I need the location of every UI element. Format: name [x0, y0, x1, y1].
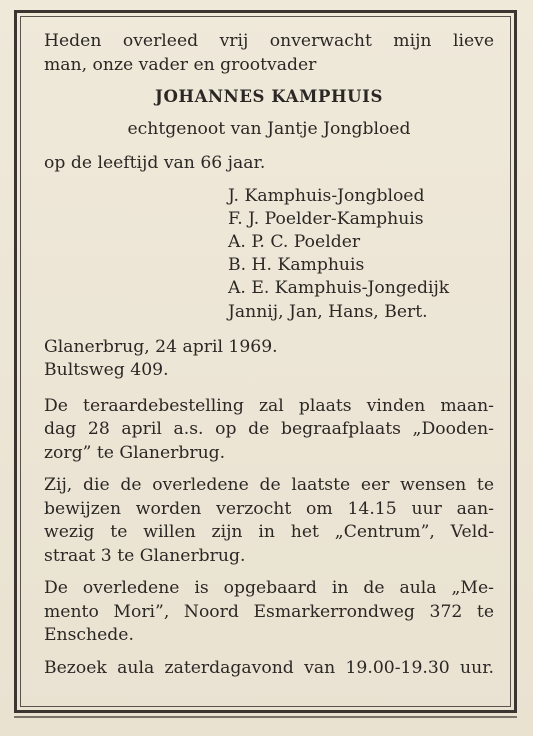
address: Bultsweg 409.: [44, 360, 169, 381]
age-line: op de leeftijd van 66 jaar.: [44, 153, 266, 173]
survivor-name: Jannij, Jan, Hans, Bert.: [228, 301, 428, 322]
burial-paragraph: [44, 395, 494, 466]
survivor-name: A. E. Kamphuis-Jongedijk: [228, 278, 450, 299]
intro-line-1: Heden overleed vrij onverwacht mijn lieve: [44, 31, 494, 51]
respect-line-2: bewijzen worden verzocht om 14.15 uur aan-: [44, 498, 494, 519]
laid-out-line-2: mento Mori”, Noord Esmarkerrondweg 372 te: [44, 601, 494, 622]
laid-out-paragraph: [44, 577, 494, 648]
burial-line-2: dag 28 april a.s. op de begraafplaats „Dooden-: [44, 419, 494, 440]
burial-line-3: zorg” te Glanerbrug.: [44, 442, 226, 463]
visit-paragraph: [44, 657, 494, 681]
survivor-name: J. Kamphuis-Jongbloed: [228, 185, 425, 206]
deceased-name: JOHANNES KAMPHUIS: [155, 87, 383, 106]
visit-line: Bezoek aula zaterdagavond van 19.00-19.30 uur.: [44, 657, 494, 678]
spouse-line: echtgenoot van Jantje Jongbloed: [127, 118, 411, 139]
bottom-rule: [14, 716, 517, 718]
intro-line-2: man, onze vader en grootvader: [44, 54, 317, 75]
place-date: Glanerbrug, 24 april 1969.: [44, 336, 278, 357]
respect-line-1: Zij, die de overledene de laatste eer wensen te: [44, 475, 494, 496]
respect-line-3: wezig te willen zijn in het „Centrum”, Veld-: [44, 522, 494, 543]
respect-line-4: straat 3 te Glanerbrug.: [44, 545, 246, 566]
burial-line-1: De teraardebestelling zal plaats vinden maan-: [44, 395, 494, 416]
laid-out-line-1: De overledene is opgebaard in de aula „Me-: [44, 578, 494, 599]
survivor-name: A. P. C. Poelder: [228, 231, 361, 252]
survivors-list: [44, 185, 494, 324]
laid-out-line-3: Enschede.: [44, 625, 134, 646]
death-notice: [44, 30, 494, 680]
survivor-name: F. J. Poelder-Kamphuis: [228, 208, 424, 229]
survivor-name: B. H. Kamphuis: [228, 255, 365, 276]
respect-paragraph: [44, 474, 494, 568]
